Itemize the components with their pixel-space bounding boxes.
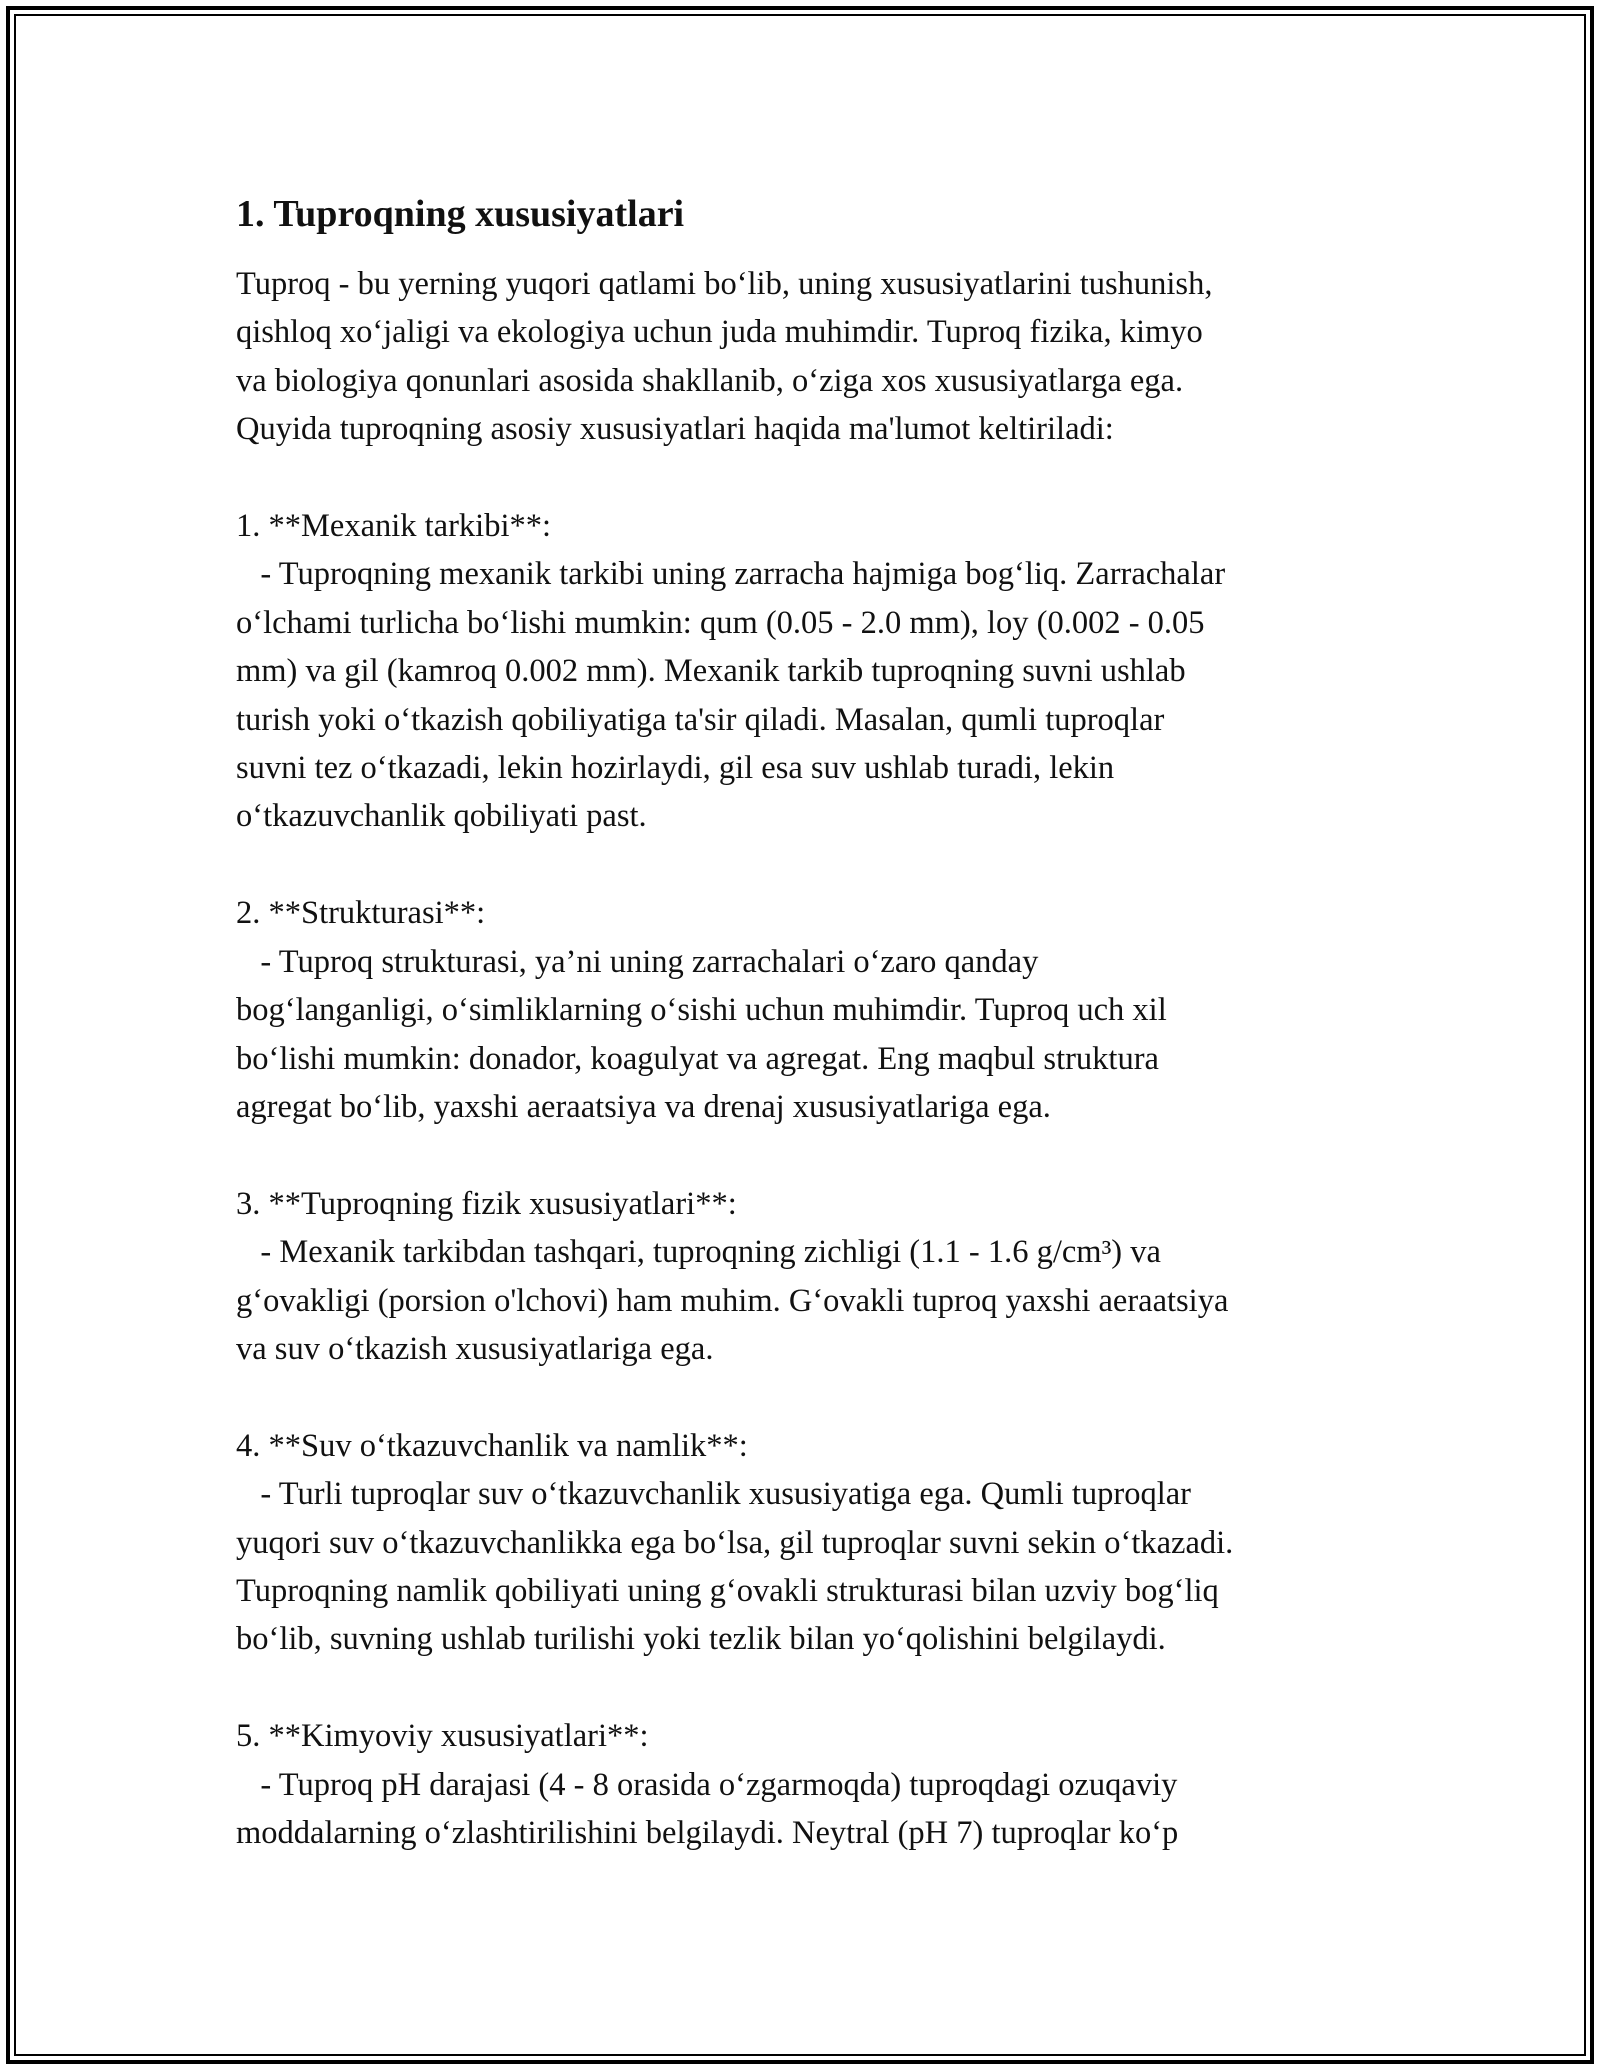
document-title: 1. Tuproqning xususiyatlari: [236, 193, 685, 235]
document-page: [236, 186, 1366, 1857]
document-body: Tuproq - bu yerning yuqori qatlami bo‘lib, uning xususiyatlarini tushunish, qishloq xo‘jaligi va ekologiya uchun juda muhimdir. Tuproq fizika, kimyo va biologiya qonunlari asosida shakllanib, o‘ziga xos xususiyatlarga ega. Quyida tuproqning asosiy xususiyatlari haqida ma'lumot keltiriladi: 1. **Mexanik tarkibi**: - Tuproqning mexanik tarkibi uning zarracha hajmiga bog‘liq. Zarrachalar o‘lchami turlicha bo‘lishi mumkin: qum (0.05 - 2.0 mm), loy (0.002 - 0.05 mm) va gil (kamroq 0.002 mm). Mexanik tarkib tuproqning suvni ushlab turish yoki o‘tkazish qobiliyatiga ta'sir qiladi. Masalan, qumli tuproqlar suvni tez o‘tkazadi, lekin hozirlaydi, gil esa suv ushlab turadi, lekin o‘tkazuvchanlik qobiliyati past. 2. **Strukturasi**: - Tuproq strukturasi, ya’ni uning zarrachalari o‘zaro qanday bog‘langanligi, o‘simliklarning o‘sishi uchun muhimdir. Tuproq uch xil bo‘lishi mumkin: donador, koagulyat va agregat. Eng maqbul struktura agregat bo‘lib, yaxshi aeraatsiya va drenaj xususiyatlariga ega. 3. **Tuproqning fizik xususiyatlari**: - Mexanik tarkibdan tashqari, tuproqning zichligi (1.1 - 1.6 g/cm³) va g‘ovakligi (porsion o'lchovi) ham muhim. G‘ovakli tuproq yaxshi aeraatsiya va suv o‘tkazish xususiyatlariga ega. 4. **Suv o‘tkazuvchanlik va namlik**: - Turli tuproqlar suv o‘tkazuvchanlik xususiyatiga ega. Qumli tuproqlar yuqori suv o‘tkazuvchanlikka ega bo‘lsa, gil tuproqlar suvni sekin o‘tkazadi. Tuproqning namlik qobiliyati uning g‘ovakli strukturasi bilan uzviy bog‘liq bo‘lib, suvning ushlab turilishi yoki tezlik bilan yo‘qolishini belgilaydi. 5. **Kimyoviy xususiyatlari**: - Tuproq pH darajasi (4 - 8 orasida o‘zgarmoqda) tuproqdagi ozuqaviy moddalarning o‘zlashtirilishini belgilaydi. Neytral (pH 7) tuproqlar ko‘p: [236, 266, 1234, 1851]
